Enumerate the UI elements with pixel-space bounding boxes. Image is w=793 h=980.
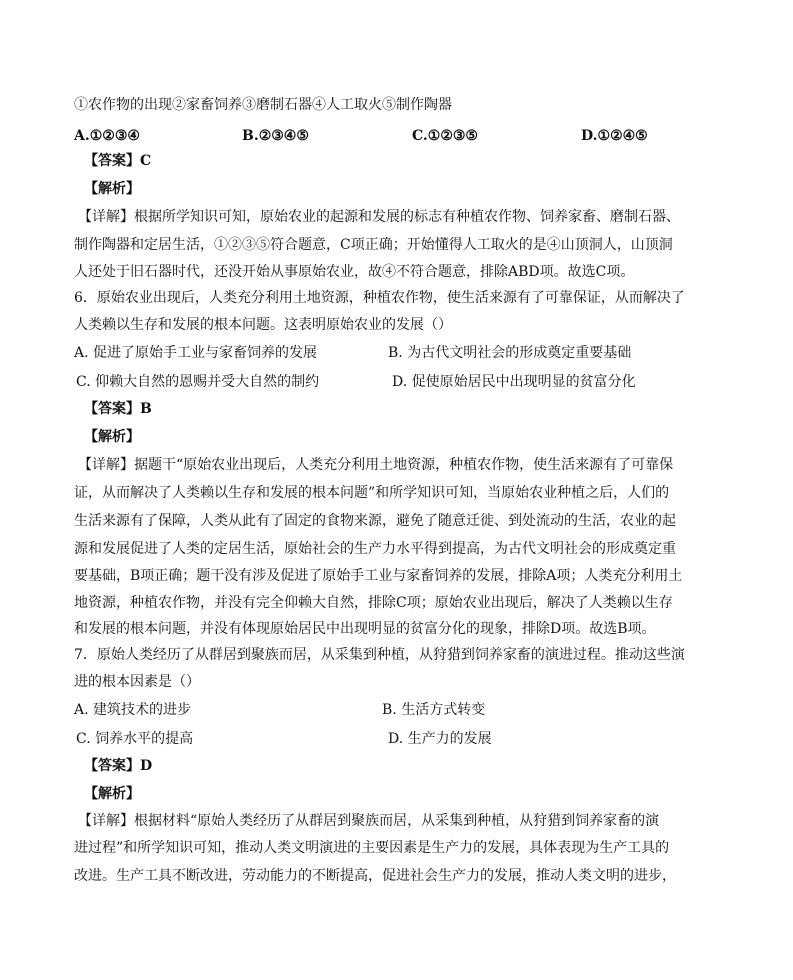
q7-detail-line-3: 改进。生产工具不断改进，劳动能力的不断提高，促进社会生产力的发展，推动人类文明的进步， (74, 868, 676, 884)
q6-option-d: D. 促使原始居民中出现明显的贫富分化 (392, 374, 636, 390)
q5-option-b: B.②③④⑤ (242, 128, 309, 144)
q6-stem-line-2: 人类赖以生存和发展的根本问题。这表明原始农业的发展（） (74, 317, 452, 333)
q7-answer: 【答案】D (84, 758, 153, 774)
q5-answer: 【答案】C (84, 153, 152, 169)
q5-detail-line-3: 人还处于旧石器时代，还没开始从事原始农业，故④不符合题意，排除ABD项。故选C项。 (74, 264, 635, 280)
q6-answer: 【答案】B (84, 401, 152, 417)
q7-option-b: B. 生活方式转变 (382, 702, 486, 718)
q6-detail-line-6: 地资源，种植农作物，并没有完全仰赖大自然，排除C项；原始农业出现后，解决了人类赖以生存 (74, 595, 673, 611)
q6-detail-line-2: 证，从而解决了人类赖以生存和发展的根本问题”和所学知识可知，当原始农业种植之后，人们的 (74, 485, 670, 501)
q6-detail-line-7: 和发展的根本问题，并没有体现原始居民中出现明显的贫富分化的现象，排除D项。故选B项。 (74, 621, 656, 637)
q6-option-c: C. 仰赖大自然的恩赐并受大自然的制约 (76, 374, 320, 390)
q6-option-a: A. 促进了原始手工业与家畜饲养的发展 (74, 345, 318, 361)
q5-detail-line-1: 【详解】根据所学知识可知，原始农业的起源和发展的标志有种植农作物、饲养家畜、磨制石器、 (78, 209, 680, 225)
q6-option-b: B. 为古代文明社会的形成奠定重要基础 (388, 345, 632, 361)
q6-detail-line-3: 生活来源有了保障，人类从此有了固定的食物来源，避免了随意迁徙、到处流动的生活，农业的起 (74, 513, 676, 529)
q5-analysis-label: 【解析】 (84, 181, 140, 197)
q7-option-d: D. 生产力的发展 (388, 731, 492, 747)
q5-stem: ①农作物的出现②家畜饲养③磨制石器④人工取火⑤制作陶器 (74, 97, 452, 113)
q6-detail-line-5: 要基础，B项正确；题干没有涉及促进了原始手工业与家畜饲养的发展，排除A项；人类充分利用土 (74, 568, 683, 584)
q7-detail-line-1: 【详解】根据材料“原始人类经历了从群居到聚族而居，从采集到种植，从狩猎到饲养家畜的演 (78, 813, 660, 829)
q6-analysis-label: 【解析】 (84, 429, 140, 445)
q7-option-c: C. 饲养水平的提高 (76, 731, 194, 747)
q5-option-c: C.①②③⑤ (412, 128, 478, 144)
q6-detail-line-4: 源和发展促进了人类的定居生活，原始社会的生产力水平得到提高，为古代文明社会的形成奠定重 (74, 541, 676, 557)
q7-analysis-label: 【解析】 (84, 786, 140, 802)
q7-stem-line-1: 7．原始人类经历了从群居到聚族而居，从采集到种植，从狩猎到饲养家畜的演进过程。推动这些演 (74, 647, 685, 663)
q5-option-d: D.①②④⑤ (581, 128, 648, 144)
q7-option-a: A. 建筑技术的进步 (74, 702, 192, 718)
q7-stem-line-2: 进的根本因素是（） (74, 674, 200, 690)
q6-detail-line-1: 【详解】据题干“原始农业出现后，人类充分利用土地资源，种植农作物，使生活来源有了可靠保 (78, 457, 674, 473)
q5-detail-line-2: 制作陶器和定居生活，①②③⑤符合题意，C项正确；开始懂得人工取火的是④山顶洞人，山顶洞 (74, 237, 673, 253)
q5-option-a: A.①②③④ (74, 128, 140, 144)
q6-stem-line-1: 6．原始农业出现后，人类充分利用土地资源，种植农作物，使生活来源有了可靠保证，从而解决了 (74, 290, 685, 306)
q7-detail-line-2: 进过程”和所学知识可知，推动人类文明演进的主要因素是生产力的发展，具体表现为生产工具的 (74, 840, 670, 856)
